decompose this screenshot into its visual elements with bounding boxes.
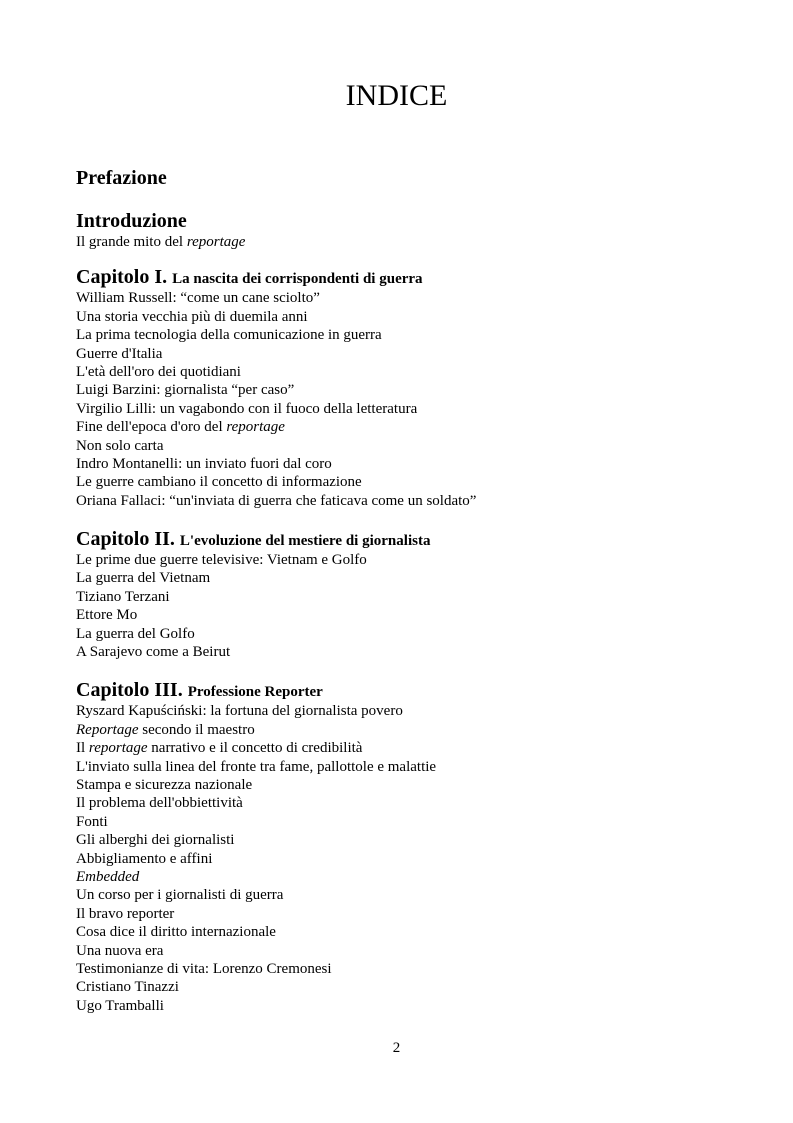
chapter-1-heading <box>76 265 756 289</box>
chapter-1-subtitle: La nascita dei corrispondenti di guerra <box>172 271 423 288</box>
toc-entry: Luigi Barzini: giornalista “per caso” <box>76 382 295 399</box>
chapter-1-label: Capitolo I. <box>76 266 168 289</box>
toc-entry: Una storia vecchia più di duemila anni <box>76 308 308 325</box>
toc-entry: Non solo carta <box>76 437 164 454</box>
toc-entry: Ugo Tramballi <box>76 997 164 1014</box>
toc-entry: La prima tecnologia della comunicazione in guerra <box>76 327 382 344</box>
toc-entry: Virgilio Lilli: un vagabondo con il fuoco della letteratura <box>76 400 418 417</box>
toc-entry: Tiziano Terzani <box>76 588 170 605</box>
toc-entry: L'età dell'oro dei quotidiani <box>76 363 241 380</box>
toc-entry: Una nuova era <box>76 942 164 959</box>
toc-entry: Testimonianze di vita: Lorenzo Cremonesi <box>76 960 332 977</box>
toc-entry: Indro Montanelli: un inviato fuori dal coro <box>76 455 332 472</box>
toc-entry: Stampa e sicurezza nazionale <box>76 776 253 793</box>
toc-entry: La guerra del Vietnam <box>76 570 211 587</box>
page-number: 2 <box>392 1040 401 1056</box>
chapter-3-subtitle: Professione Reporter <box>187 684 323 701</box>
toc-entry: Embedded <box>76 868 140 885</box>
toc-entry: Cristiano Tinazzi <box>76 979 179 996</box>
toc-entry: Le guerre cambiano il concetto di informazione <box>76 474 362 491</box>
page-title: INDICE <box>345 79 448 112</box>
toc-entry: Reportage secondo il maestro <box>76 721 255 738</box>
toc-entry: Le prime due guerre televisive: Vietnam e Golfo <box>76 552 367 569</box>
introduzione-heading: Introduzione <box>76 210 187 232</box>
toc-entry: Gli alberghi dei giornalisti <box>76 832 235 849</box>
toc-entry: Fine dell'epoca d'oro del reportage <box>76 419 285 436</box>
prefazione-heading: Prefazione <box>76 167 167 189</box>
chapter-3-label: Capitolo III. <box>76 679 183 702</box>
chapter-2-heading <box>76 527 756 551</box>
introduzione-entry: Il grande mito del reportage <box>76 234 246 250</box>
toc-entry: William Russell: “come un cane sciolto” <box>76 290 320 307</box>
toc-entry: Oriana Fallaci: “un'inviata di guerra che faticava come un soldato” <box>76 492 477 509</box>
chapter-2-label: Capitolo II. <box>76 528 175 551</box>
toc-entry: Il reportage narrativo e il concetto di credibilità <box>76 740 363 757</box>
toc-entry: A Sarajevo come a Beirut <box>76 644 231 661</box>
toc-entry: Ryszard Kapuściński: la fortuna del giornalista povero <box>76 703 403 720</box>
toc-entry: Cosa dice il diritto internazionale <box>76 924 276 941</box>
toc-entry: Il problema dell'obbiettività <box>76 795 243 812</box>
toc-entry: Abbigliamento e affini <box>76 850 213 867</box>
toc-entry: La guerra del Golfo <box>76 625 195 642</box>
chapter-2-subtitle: L'evoluzione del mestiere di giornalista <box>179 533 431 550</box>
toc-entry: Il bravo reporter <box>76 905 175 922</box>
table-of-contents <box>76 166 756 1015</box>
toc-entry: L'inviato sulla linea del fronte tra fame, pallottole e malattie <box>76 758 437 775</box>
chapter-3-heading <box>76 678 756 702</box>
toc-entry: Guerre d'Italia <box>76 345 163 362</box>
toc-entry: Fonti <box>76 813 108 830</box>
toc-entry: Un corso per i giornalisti di guerra <box>76 887 284 904</box>
toc-entry: Ettore Mo <box>76 607 138 624</box>
